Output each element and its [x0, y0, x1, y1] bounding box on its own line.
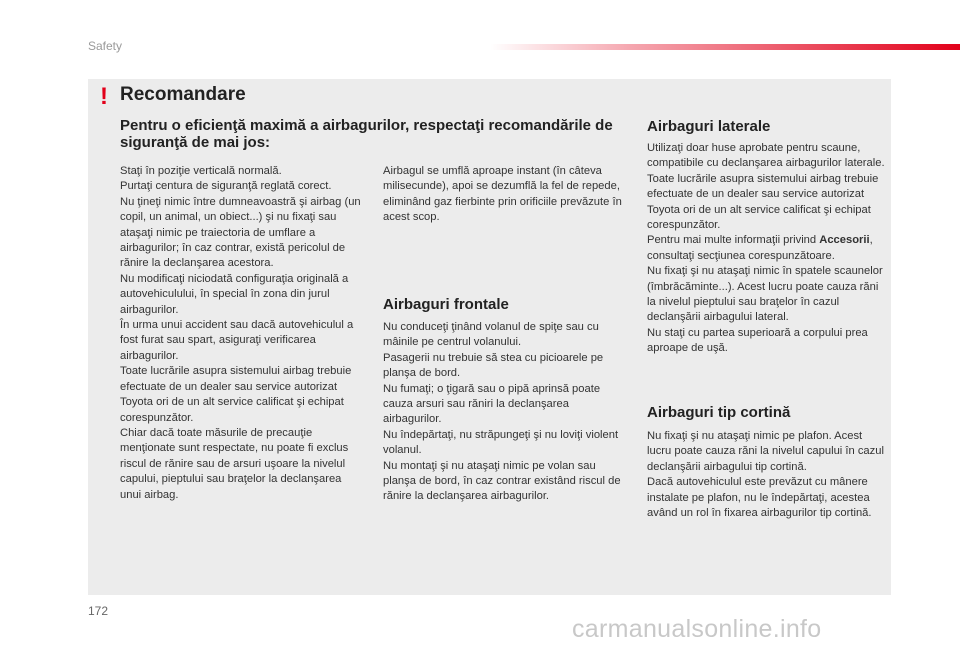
curtain-airbags-heading: Airbaguri tip cortină [647, 404, 791, 421]
header-accent-bar [490, 44, 960, 50]
side-airbags-text-part1: Utilizaţi doar huse aprobate pentru scaune, compatibile cu declanşarea airbagurilor laterale. Toate lucrările asupra sistemului airbag trebuie efectuate de un dealer sau service autorizat Toyota ori de un alt service calificat şi echipat corespunzător. Pentru mai multe informaţii privind [647, 142, 885, 247]
curtain-airbags-text: Nu fixaţi şi nu ataşaţi nimic pe plafon. Acest lucru poate cauza răni la nivelul capului în cazul declanşării airbagului tip cortină. Dacă autovehiculul este prevăzut cu mânere instalate pe plafon, nu le îndepărtaţi, acestea având un rol în fixarea airbagurilor tip cortină. [647, 430, 884, 520]
front-airbags-heading: Airbaguri frontale [383, 296, 509, 313]
section-label: Safety [88, 39, 123, 53]
general-recommendations-text: Staţi în poziţie verticală normală. Purtaţi centura de siguranţă reglată corect. Nu ţineţi nimic între dumneavoastră şi airbag (un copil, un animal, un obiect...) şi nu fixaţi sau ataşaţi nimic pe traiectoria de umflare a airbagurilor; în caz contrar, există pericolul de rănire la declanşarea acestora. Nu modificaţi niciodată configuraţia originală a autovehiculului, în special în zona din jurul airbagurilor. În urma unui accident sau dacă autovehiculul a fost furat sau spart, asiguraţi verificarea airbagurilor. Toate lucrările asupra sistemului airbag trebuie efectuate de un dealer sau service autorizat Toyota ori de un alt service calificat şi echipat corespunzător. Chiar dacă toate măsurile de precauţie menţionate sunt respectate, nu poate fi exclus riscul de rănire sau de arsuri uşoare la nivelul capului, pieptului sau braţelor la declanşarea unui airbag. [120, 165, 361, 501]
exclamation-icon: ! [100, 83, 108, 110]
side-airbags-heading: Airbaguri laterale [647, 118, 771, 135]
intro-heading: Pentru o eficienţă maximă a airbagurilor, respectaţi recomandările de siguranţă de mai jos: [120, 117, 613, 151]
inflation-info-text: Airbagul se umflă aproape instant (în câteva milisecunde), apoi se dezumflă la fel de repede, eliminând gaz fierbinte prin orificiile prevăzute în acest scop. [383, 165, 622, 224]
side-airbags-text-part2: , consultaţi secţiunea corespunzătoare. Nu fixaţi şi nu ataşaţi nimic în spatele scaunelor (îmbrăcăminte...). Acest lucru poate cauza răni la nivelul pieptului sau braţelor în cazul declanşării airbagului lateral. Nu staţi cu partea superioară a corpului prea aproape de uşă. [647, 234, 883, 355]
side-airbags-text [647, 141, 887, 357]
watermark: carmanualsonline.info [572, 615, 822, 643]
accessories-link-text: Accesorii [819, 234, 870, 247]
front-airbags-text: Nu conduceţi ţinând volanul de spiţe sau cu mâinile pe centrul volanului. Pasagerii nu trebuie să stea cu picioarele pe planşa de bord. Nu fumaţi; o ţigară sau o pipă aprinsă poate cauza arsuri sau răniri la declanşarea airbagurilor. Nu îndepărtaţi, nu străpungeţi şi nu loviţi violent volanul. Nu montaţi şi nu ataşaţi nimic pe volan sau planşa de bord, în caz contrar existând riscul de rănire la declanşarea airbagurilor. [383, 321, 621, 503]
page-number: 172 [88, 604, 109, 618]
panel-title: Recomandare [120, 84, 246, 105]
